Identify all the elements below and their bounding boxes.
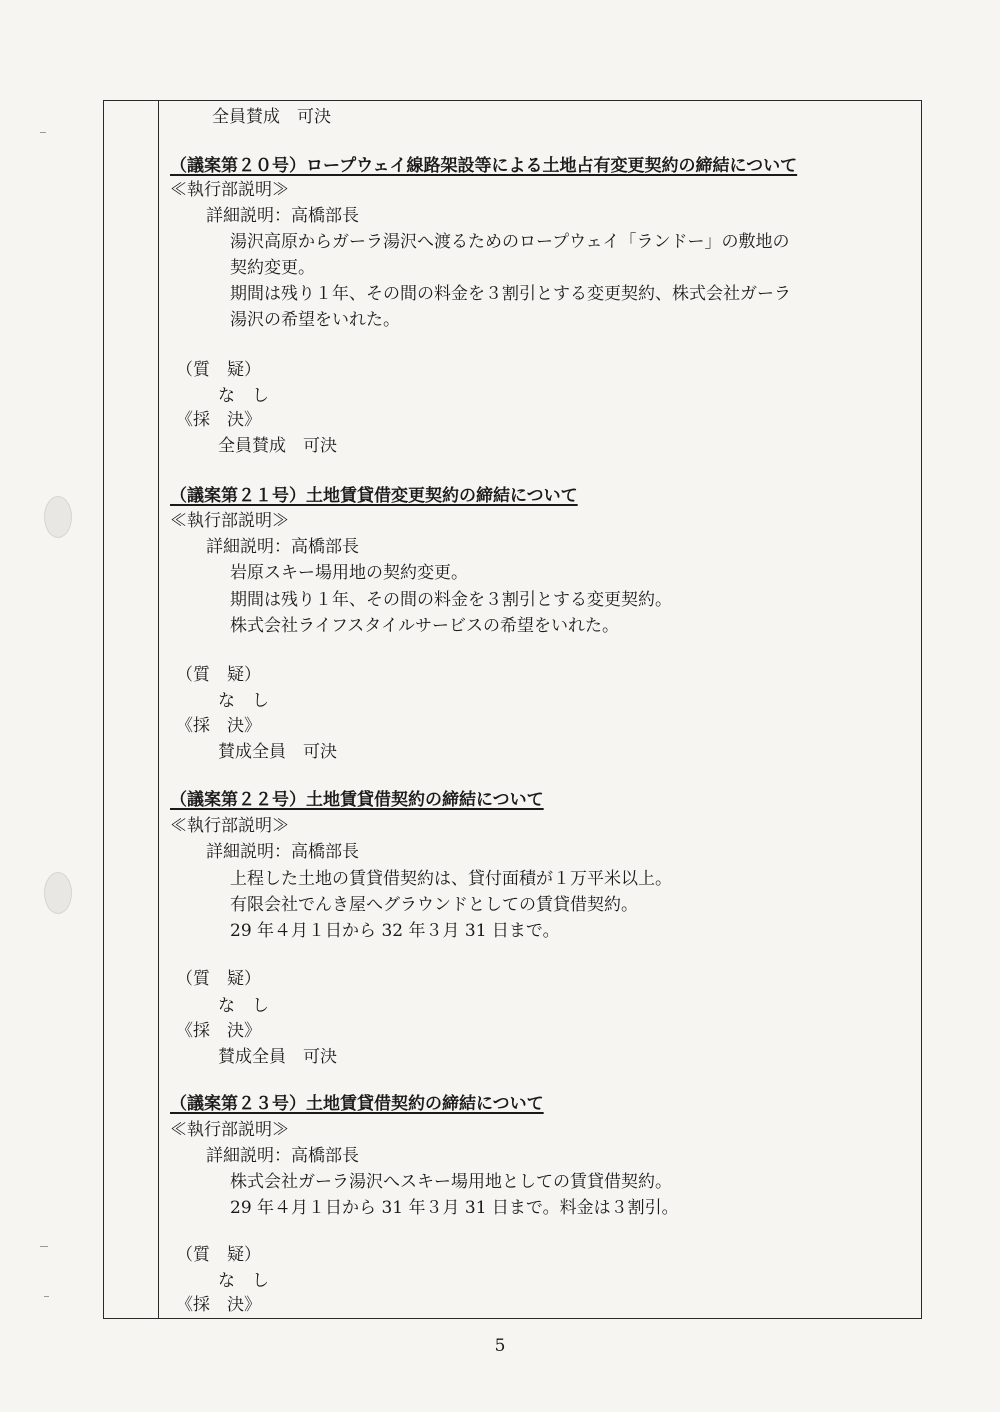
presenter: 詳細説明：高橋部長 <box>206 206 359 226</box>
agenda-heading-22: （議案第２２号）土地賃貸借契約の締結について <box>170 790 544 810</box>
vote-result: 全員賛成 可決 <box>218 436 337 456</box>
margin-rule <box>158 100 159 1319</box>
body-text: 期間は残り１年、その間の料金を３割引とする変更契約、株式会社ガーラ <box>230 284 791 304</box>
vote-result: 賛成全員 可決 <box>218 1047 337 1067</box>
presenter: 詳細説明：高橋部長 <box>206 1146 359 1166</box>
question-label: （質 疑） <box>176 1245 261 1265</box>
question-label: （質 疑） <box>176 665 261 685</box>
agenda-heading-23: （議案第２３号）土地賃貸借契約の締結について <box>170 1094 544 1114</box>
question-content: な し <box>218 996 269 1016</box>
scan-mark <box>40 1246 48 1247</box>
body-text: 29 年４月１日から 32 年３月 31 日まで。 <box>230 921 560 941</box>
vote-result: 全員賛成 可決 <box>212 107 331 127</box>
question-label: （質 疑） <box>176 969 261 989</box>
agenda-heading-20: （議案第２０号）ロープウェイ線路架設等による土地占有変更契約の締結について <box>170 156 798 176</box>
vote-label: 《採 決》 <box>176 1021 261 1041</box>
body-text: 岩原スキー場用地の契約変更。 <box>230 563 468 583</box>
vote-label: 《採 決》 <box>176 1295 261 1315</box>
scan-mark <box>40 132 46 133</box>
body-text: 湯沢高原からガーラ湯沢へ渡るためのロープウェイ「ランドー」の敷地の <box>230 232 790 252</box>
presenter: 詳細説明：高橋部長 <box>206 537 359 557</box>
punch-hole-top <box>44 496 72 538</box>
body-text: 契約変更。 <box>230 258 315 278</box>
body-text: 上程した土地の賃貸借契約は、貸付面積が１万平米以上。 <box>230 869 672 889</box>
section-label: ≪執行部説明≫ <box>170 1120 289 1140</box>
question-content: な し <box>218 691 269 711</box>
vote-label: 《採 決》 <box>176 410 261 430</box>
agenda-heading-21: （議案第２１号）土地賃貸借変更契約の締結について <box>170 486 578 506</box>
body-text: 期間は残り１年、その間の料金を３割引とする変更契約。 <box>230 590 672 610</box>
question-content: な し <box>218 386 269 406</box>
punch-hole-bottom <box>44 872 72 914</box>
body-text: 湯沢の希望をいれた。 <box>230 310 400 330</box>
body-text: 29 年４月１日から 31 年３月 31 日まで。料金は３割引。 <box>230 1198 679 1218</box>
page-number: 5 <box>494 1336 506 1356</box>
section-label: ≪執行部説明≫ <box>170 511 289 531</box>
question-label: （質 疑） <box>176 360 261 380</box>
section-label: ≪執行部説明≫ <box>170 816 289 836</box>
body-text: 株式会社ガーラ湯沢へスキー場用地としての賃貸借契約。 <box>230 1172 672 1192</box>
scan-mark <box>44 1296 49 1297</box>
vote-result: 賛成全員 可決 <box>218 742 337 762</box>
body-text: 有限会社でんき屋へグラウンドとしての賃貸借契約。 <box>230 895 638 915</box>
presenter: 詳細説明：高橋部長 <box>206 842 359 862</box>
question-content: な し <box>218 1271 269 1291</box>
vote-label: 《採 決》 <box>176 716 261 736</box>
body-text: 株式会社ライフスタイルサービスの希望をいれた。 <box>230 616 619 636</box>
section-label: ≪執行部説明≫ <box>170 180 289 200</box>
